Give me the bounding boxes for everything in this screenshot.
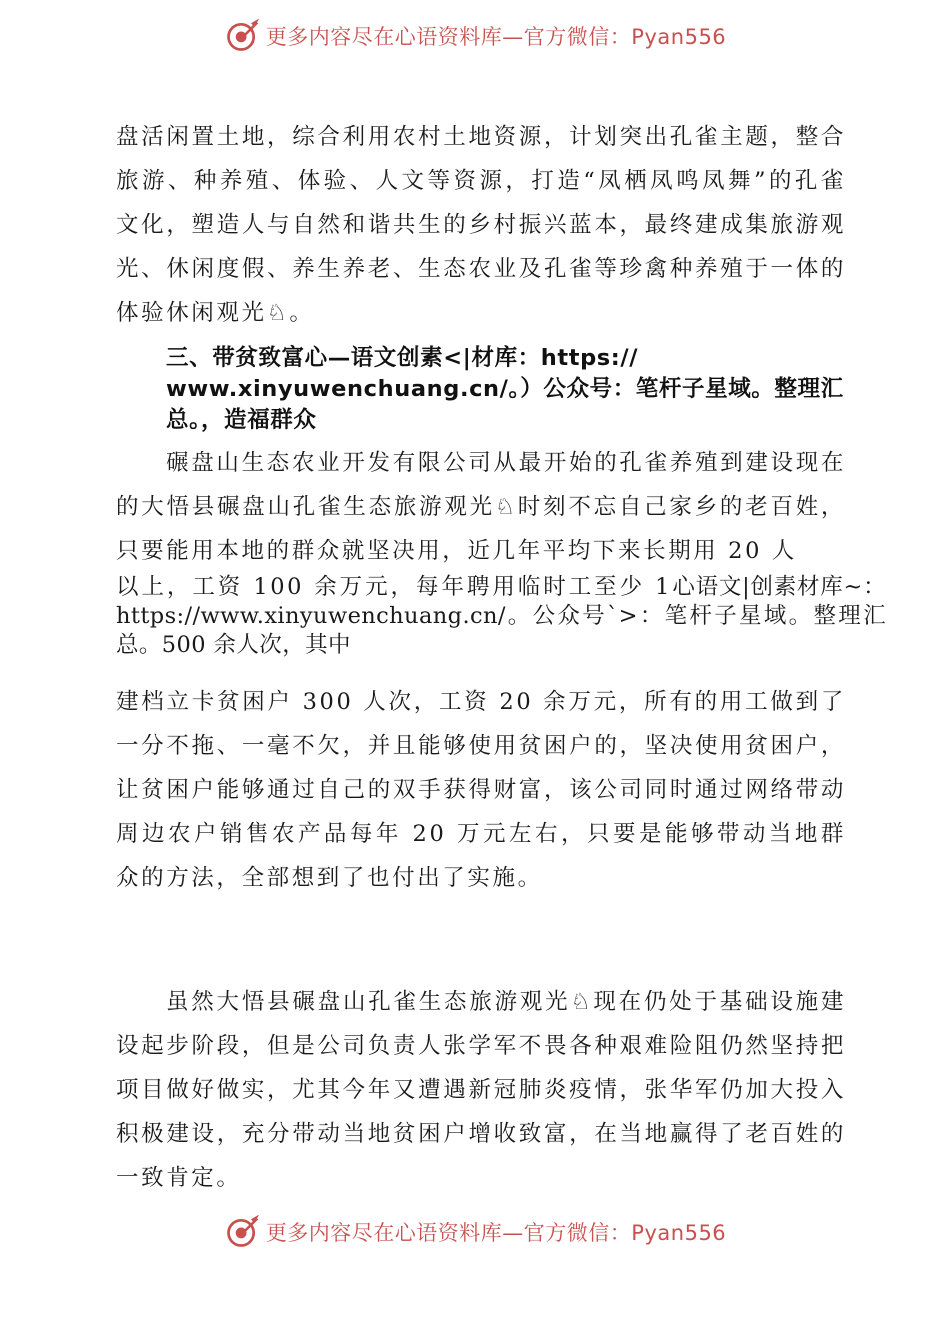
paragraph-3: 虽然大悟县碾盘山孔雀生态旅游观光♘现在仍处于基础设施建设起步阶段，但是公司负责人张学军不畏各种艰难险阻仍然坚持把项目做好做实，尤其今年又遭遇新冠肺炎疫情，张华军仍加大投入积极建设，充分带动当地贫困户增收致富，在当地赢得了老百姓的一致肯定。 — [116, 989, 846, 1191]
footer-banner — [0, 1210, 950, 1254]
quill-seal-icon — [224, 18, 260, 54]
paragraph-2-note-rest: 心语文|创素材库~：https://www.xinyuwenchuang.cn/。公众号`>：笔杆子星域。整理汇总。500 余人次，其中 — [116, 574, 887, 658]
header-banner — [0, 14, 950, 58]
quill-seal-icon — [224, 1214, 260, 1250]
banner-text: 更多内容尽在心语资料库—官方微信：Pyan556 — [265, 1221, 727, 1245]
paragraph-2-part2: 建档立卡贫困户 300 人次，工资 20 余万元，所有的用工做到了一分不拖、一毫不欠，并且能够使用贫困户的，坚决使用贫困户，让贫困户能够通过自己的双手获得财富，该公司同时通过网络带动周边农户销售农产品每年 20 万元左右，只要是能够带动当地群众的方法，全部想到了也付出了实施。 — [116, 689, 846, 891]
paragraph-2 — [116, 441, 887, 900]
paragraph-2-watermark-note — [116, 573, 886, 660]
banner-text: 更多内容尽在心语资料库—官方微信：Pyan556 — [265, 25, 727, 49]
paragraph-2-note-lead: 以上，工资 100 余万元，每年聘用临时工至少 1 — [116, 574, 673, 600]
paragraph-2-part1: 碾盘山生态农业开发有限公司从最开始的孔雀养殖到建设现在的大悟县碾盘山孔雀生态旅游观光♘时刻不忘自己家乡的老百姓，只要能用本地的群众就坚决用，近几年平均下来长期用 20 人 — [116, 450, 846, 564]
section-heading: 三、带贫致富心—语文创素<|材库：https:// www.xinyuwenchuang.cn/。）公众号：笔杆子星域。整理汇总。，造福群众 — [166, 345, 844, 433]
paragraph-1: 盘活闲置土地，综合利用农村土地资源，计划突出孔雀主题，整合旅游、种养殖、体验、人文等资源，打造“凤栖凤鸣凤舞”的孔雀文化，塑造人与自然和谐共生的乡村振兴蓝本，最终建成集旅游观光、休闲度假、养生养老、生态农业及孔雀等珍禽种养殖于一体的体验休闲观光♘。 — [116, 124, 846, 326]
